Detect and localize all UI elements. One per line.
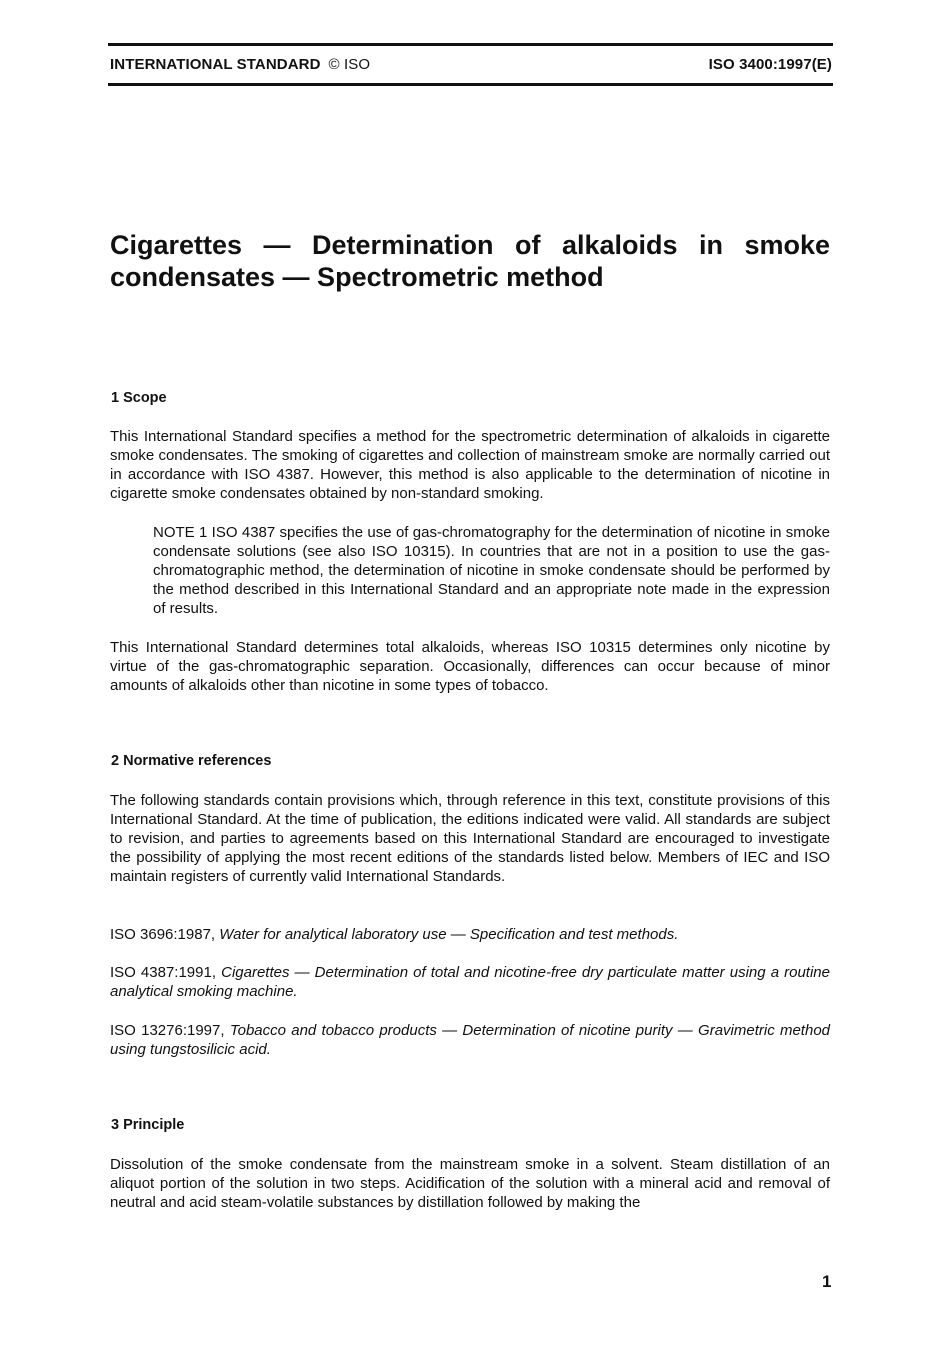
header-rule-top [108,43,833,46]
principle-paragraph: Dissolution of the smoke condensate from the mainstream smoke in a solvent. Steam distillation of an aliquot portion of the solution in two steps. Acidification of the solution with a mineral acid and removal of neutral and acid steam-volatile substances by distillation followed by making the [110,1156,830,1211]
scope-paragraph: This International Standard specifies a method for the spectrometric determination of alkaloids in cigarette smoke condensates. The smoking of cigarettes and collection of mainstream smoke are normally carried out in accordance with ISO 4387. However, this method is also applicable to the determination of nicotine in cigarette smoke condensates obtained by non-standard smoking. [110,428,830,502]
section-heading-principle: 3 Principle [111,1117,185,1133]
header-left [110,56,370,73]
section-heading-scope: 1 Scope [111,390,167,406]
reference-title: Water for analytical laboratory use — Specification and test methods. [219,926,679,943]
reference-title: Cigarettes — Determination of total and nicotine-free dry particulate matter using a routine analytical smoking machine. [110,964,830,1000]
scope-paragraph-2: This International Standard determines total alkaloids, whereas ISO 10315 determines only nicotine by virtue of the gas-chromatographic separation. Occasionally, differences can occur because of minor amounts of alkaloids other than nicotine in some types of tobacco. [110,639,830,694]
reference-number: ISO 3696:1987, [110,926,216,943]
page-number: 1 [822,1272,832,1291]
normative-references-paragraph: The following standards contain provisions which, through reference in this text, constitute provisions of this International Standard. At the time of publication, the editions indicated were valid. All standards are subject to revision, and parties to agreements based on this International Standard are encouraged to investigate the possibility of applying the most recent editions of the standards listed below. Members of IEC and ISO maintain registers of currently valid International Standards. [110,792,830,885]
document-title: Cigarettes — Determination of alkaloids in smoke condensates — Spectrometric method [110,230,830,292]
reference-item [110,925,830,944]
section-heading-normative-references: 2 Normative references [111,753,272,769]
reference-item [110,963,830,1001]
reference-item [110,1021,830,1059]
standard-label: INTERNATIONAL STANDARD [110,56,321,73]
header-rule-bottom [108,83,833,86]
copyright-notice: © ISO [328,56,371,73]
reference-number: ISO 4387:1991, [110,964,217,981]
reference-title: Tobacco and tobacco products — Determination of nicotine purity — Gravimetric method using tungstosilicic acid. [110,1022,830,1058]
scope-note: NOTE 1 ISO 4387 specifies the use of gas-chromatography for the determination of nicotine in smoke condensate solutions (see also ISO 10315). In countries that are not in a position to use the gas-chromatographic method, the determination of nicotine in smoke condensate should be performed by the method described in this International Standard and an appropriate note made in the expression of results. [153,524,830,617]
reference-number: ISO 13276:1997, [110,1022,225,1039]
document-number: ISO 3400:1997(E) [708,56,832,73]
